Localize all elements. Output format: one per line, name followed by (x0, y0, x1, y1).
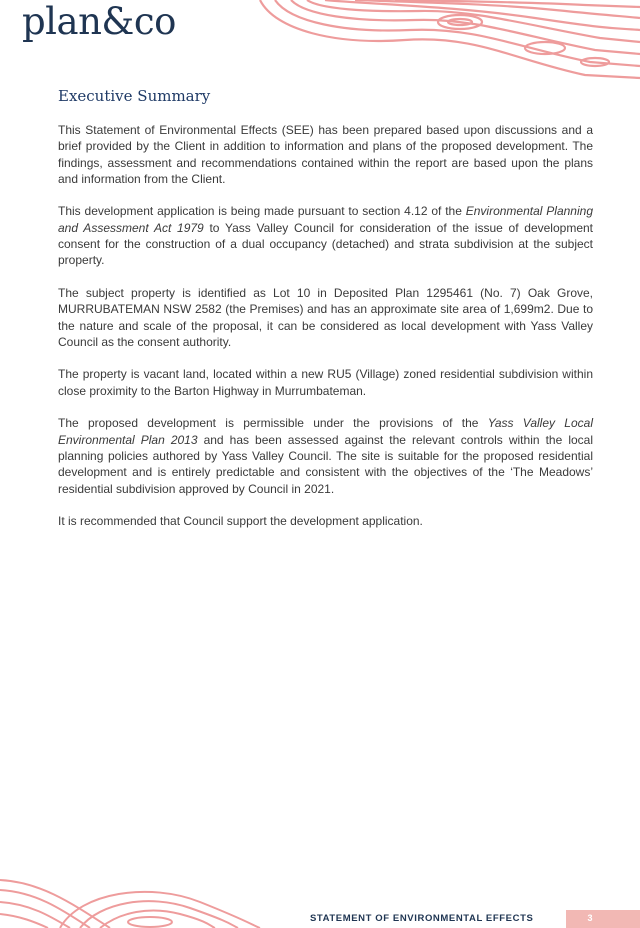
lep-title: Yass Valley Local Environmental Plan 2013 (58, 416, 593, 447)
topographic-pattern-top (255, 0, 640, 80)
footer-document-title: STATEMENT OF ENVIRONMENTAL EFFECTS (310, 913, 534, 924)
paragraph-2-text-b: to Yass Valley Council for consideration of the issue of development consent for the construction of a dual occupancy (detached) and strata subdivision at the subject property. (58, 220, 594, 268)
section-heading: Executive Summary (58, 87, 211, 105)
paragraph-1: This Statement of Environmental Effects (SEE) has been prepared based upon discussions and a brief provided by the Client in addition to information and plans of the proposed development. The findings, assessment and recommendations contained within the report are based upon the plans and information from the Client. (58, 123, 593, 186)
page-number-box (566, 910, 640, 928)
act-title: Environmental Planning and Assessment Act 1979 (58, 204, 593, 235)
paragraph-2-text-a: This development application is being made pursuant to section 4.12 of the (58, 204, 466, 219)
paragraph-5-text-a: The proposed development is permissible under the provisions of the (58, 416, 488, 431)
document-body (58, 122, 593, 546)
paragraph-5 (58, 415, 593, 496)
paragraph-2 (58, 203, 593, 268)
page-number: 3 (587, 913, 593, 923)
paragraph-4: The property is vacant land, located within a new RU5 (Village) zoned residential subdivision within close proximity to the Barton Highway in Murrumbateman. (58, 367, 593, 398)
topographic-pattern-bottom (0, 872, 300, 928)
plan-and-co-logo: plan&co (22, 0, 176, 43)
paragraph-5-text-b: and has been assessed against the relevant controls within the local planning policies authored by Yass Valley Council. The site is suitable for the proposed residential development and is entirely predictable and consistent with the objectives of the ‘The Meadows’ residential subdivision approved by Council in 2021. (58, 432, 593, 496)
paragraph-6: It is recommended that Council support the development application. (58, 514, 423, 529)
paragraph-3: The subject property is identified as Lot 10 in Deposited Plan 1295461 (No. 7) Oak Grove, MURRUBATEMAN NSW 2582 (the Premises) and has an approximate site area of 1,699m2. Due to the nature and scale of the proposal, it can be considered as local development with Yass Valley Council as the consent authority. (58, 285, 593, 349)
